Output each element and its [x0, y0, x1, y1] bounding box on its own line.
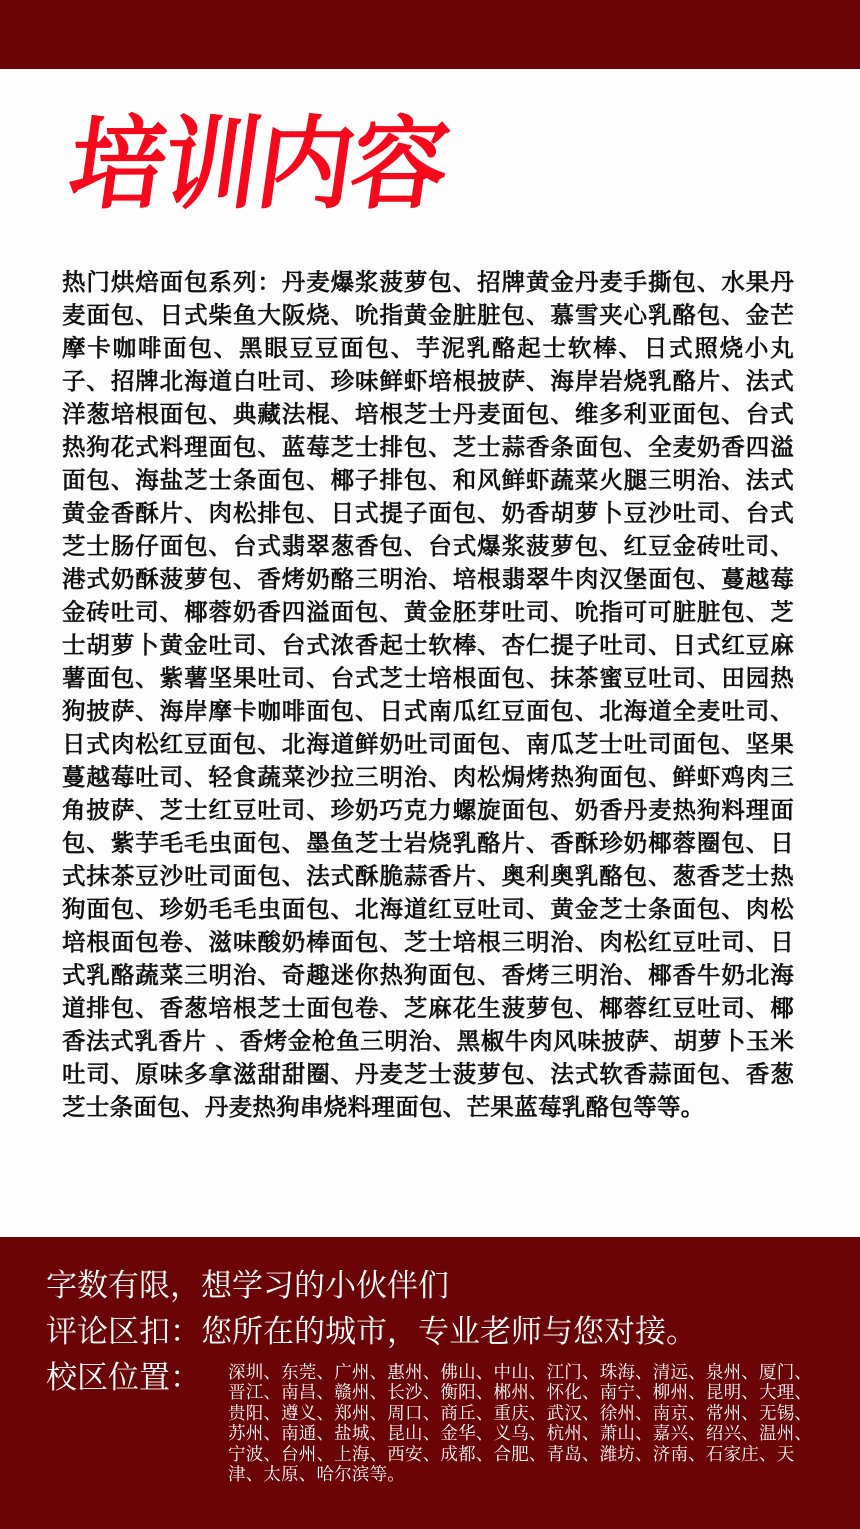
- footer-panel: [0, 1237, 860, 1529]
- footer-line-limited: 字数有限，想学习的小伙伴们: [46, 1268, 449, 1304]
- footer-line-comment: 评论区扣：您所在的城市，专业老师与您对接。: [46, 1314, 697, 1350]
- page-title: 培训内容: [61, 105, 455, 224]
- campus-city-list: 深圳、东莞、广州、惠州、佛山、中山、江门、珠海、清远、泉州、厦门、晋江、南昌、赣州、长沙、衡阳、郴州、怀化、南宁、柳州、昆明、大理、贵阳、遵义、郑州、周口、商丘、重庆、武汉、徐州、南京、常州、无锡、苏州、南通、盐城、昆山、金华、义乌、杭州、萧山、嘉兴、绍兴、温州、宁波、台州、上海、西安、成都、合肥、青岛、潍坊、济南、石家庄、天津、太原、哈尔滨等。: [228, 1363, 813, 1486]
- top-banner-band: [0, 0, 860, 69]
- product-list-paragraph: 热门烘焙面包系列：丹麦爆浆菠萝包、招牌黄金丹麦手撕包、水果丹麦面包、日式柴鱼大阪烧、吮指黄金脏脏包、慕雪夹心乳酪包、金芒摩卡咖啡面包、黑眼豆豆面包、芋泥乳酪起士软棒、日式照烧小丸子、招牌北海道白吐司、珍味鲜虾培根披萨、海岸岩烧乳酪片、法式洋葱培根面包、典藏法棍、培根芝士丹麦面包、维多利亚面包、台式热狗花式料理面包、蓝莓芝士排包、芝士蒜香条面包、全麦奶香四溢面包、海盐芝士条面包、椰子排包、和风鲜虾蔬菜火腿三明治、法式黄金香酥片、肉松排包、日式提子面包、奶香胡萝卜豆沙吐司、台式芝士肠仔面包、台式翡翠葱香包、台式爆浆菠萝包、红豆金砖吐司、港式奶酥菠萝包、香烤奶酪三明治、培根翡翠牛肉汉堡面包、蔓越莓金砖吐司、椰蓉奶香四溢面包、黄金胚芽吐司、吮指可可脏脏包、芝士胡萝卜黄金吐司、台式浓香起士软棒、杏仁提子吐司、日式红豆麻薯面包、紫薯坚果吐司、台式芝士培根面包、抹茶蜜豆吐司、田园热狗披萨、海岸摩卡咖啡面包、日式南瓜红豆面包、北海道全麦吐司、日式肉松红豆面包、北海道鲜奶吐司面包、南瓜芝士吐司面包、坚果蔓越莓吐司、轻食蔬菜沙拉三明治、肉松焗烤热狗面包、鲜虾鸡肉三角披萨、芝士红豆吐司、珍奶巧克力螺旋面包、奶香丹麦热狗料理面包、紫芋毛毛虫面包、墨鱼芝士岩烧乳酪片、香酥珍奶椰蓉圈包、日式抹茶豆沙吐司面包、法式酥脆蒜香片、奥利奥乳酪包、葱香芝士热狗面包、珍奶毛毛虫面包、北海道红豆吐司、黄金芝士条面包、肉松培根面包卷、滋味酸奶棒面包、芝士培根三明治、肉松红豆吐司、日式乳酪蔬菜三明治、奇趣迷你热狗面包、香烤三明治、椰香牛奶北海道排包、香葱培根芝士面包卷、芝麻花生菠萝包、椰蓉红豆吐司、椰香法式乳香片 、香烤金枪鱼三明治、黑椒牛肉风味披萨、胡萝卜玉米吐司、原味多拿滋甜甜圈、丹麦芝士菠萝包、法式软香蒜面包、香葱芝士条面包、丹麦热狗串烧料理面包、芒果蓝莓乳酪包等等。: [62, 268, 794, 1121]
- campus-label: 校区位置：: [46, 1360, 201, 1396]
